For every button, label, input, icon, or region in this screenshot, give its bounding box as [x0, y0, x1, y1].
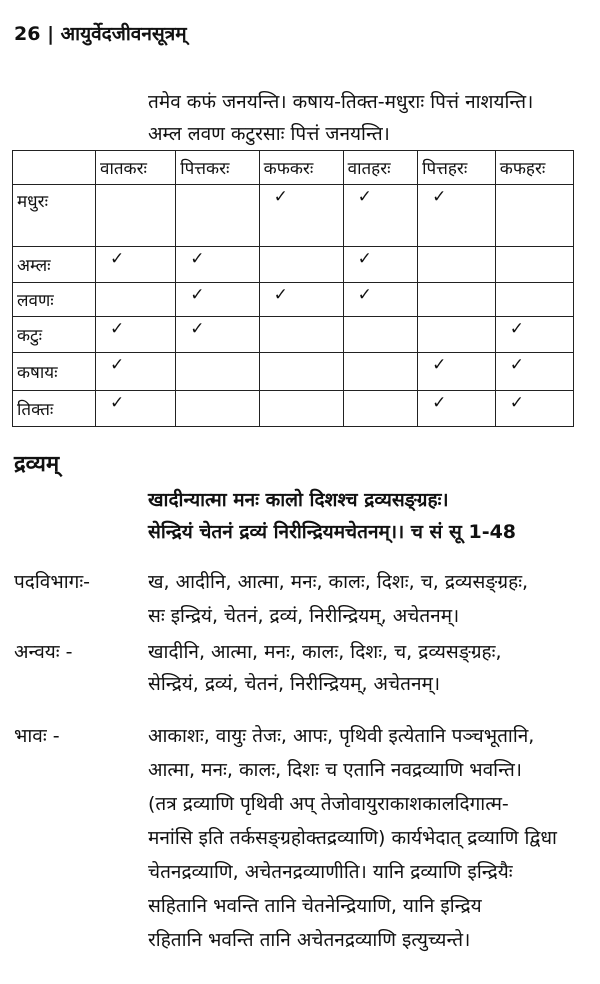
- table-row: [13, 185, 574, 247]
- verse-line-1: खादीन्यात्मा मनः कालो दिशश्च द्रव्यसङ्ग्रहः।: [148, 489, 449, 511]
- bhava-line: आकाशः, वायुः तेजः, आपः, पृथिवी इत्येतानि पञ्चभूतानि,: [148, 725, 535, 747]
- table-cell: [343, 317, 417, 353]
- header-separator: |: [47, 23, 55, 45]
- row-label: लवणः: [13, 283, 96, 317]
- bhava-line: रहितानि भवन्ति तानि अचेतनद्रव्याणि इत्युच्यन्ते।: [148, 929, 471, 951]
- table-cell: [343, 353, 417, 391]
- table-cell: [418, 317, 496, 353]
- table-cell: ✓: [96, 391, 176, 427]
- anvaya-line: खादीनि, आत्मा, मनः, कालः, दिशः, च, द्रव्यसङ्ग्रहः,: [148, 641, 502, 663]
- table-cell: ✓: [259, 185, 343, 247]
- table-cell: [495, 185, 573, 247]
- padavibhaga-line: सः इन्द्रियं, चेतनं, द्रव्यं, निरीन्द्रियम्, अचेतनम्।: [148, 605, 460, 627]
- table-row: [13, 283, 574, 317]
- table-cell: ✓: [176, 247, 259, 283]
- table-cell: [259, 391, 343, 427]
- verse-line-2: सेन्द्रियं चेतनं द्रव्यं निरीन्द्रियमचेतनम्।। च सं सू 1-48: [148, 521, 517, 543]
- table-cell: [418, 247, 496, 283]
- table-cell: [343, 391, 417, 427]
- anvaya-line: सेन्द्रियं, द्रव्यं, चेतनं, निरीन्द्रियम्, अचेतनम्।: [148, 673, 441, 695]
- table-header-cell: कफकरः: [259, 151, 343, 185]
- bhava-label: भावः -: [14, 725, 60, 747]
- table-header-cell: पित्तहरः: [418, 151, 496, 185]
- table-cell: [96, 185, 176, 247]
- table-cell: ✓: [495, 317, 573, 353]
- table-row: [13, 247, 574, 283]
- table-header-cell: [13, 151, 96, 185]
- table-row: [13, 391, 574, 427]
- row-label: कषायः: [13, 353, 96, 391]
- table-cell: [259, 317, 343, 353]
- table-cell: ✓: [418, 185, 496, 247]
- page-header: [14, 20, 187, 46]
- table-header-cell: पित्तकरः: [176, 151, 259, 185]
- table-cell: [176, 353, 259, 391]
- table-cell: ✓: [495, 391, 573, 427]
- table-cell: ✓: [418, 353, 496, 391]
- table-cell: ✓: [96, 317, 176, 353]
- bhava-line: चेतनद्रव्याणि, अचेतनद्रव्याणीति। यानि द्रव्याणि इन्द्रियैः: [148, 861, 513, 883]
- anvaya-label: अन्वयः -: [14, 641, 73, 663]
- table-cell: [176, 185, 259, 247]
- table-cell: [96, 283, 176, 317]
- book-title: आयुर्वेदजीवनसूत्रम्: [60, 23, 187, 45]
- table-cell: [259, 353, 343, 391]
- table-row: [13, 317, 574, 353]
- rasa-dosha-table: [12, 150, 574, 427]
- table-cell: [259, 247, 343, 283]
- table-cell: ✓: [495, 353, 573, 391]
- table-row: [13, 353, 574, 391]
- table-cell: ✓: [96, 353, 176, 391]
- table-cell: ✓: [343, 185, 417, 247]
- bhava-line: (तत्र द्रव्याणि पृथिवी अप् तेजोवायुराकाशकालदिगात्म-: [148, 793, 509, 815]
- bhava-line: मनांसि इति तर्कसङ्ग्रहोक्तद्रव्याणि) कार्यभेदात् द्रव्याणि द्विधा: [148, 827, 557, 849]
- table-cell: ✓: [176, 317, 259, 353]
- table-header-cell: कफहरः: [495, 151, 573, 185]
- page-number: 26: [14, 23, 41, 45]
- table-cell: ✓: [343, 247, 417, 283]
- row-label: कटुः: [13, 317, 96, 353]
- table-cell: ✓: [259, 283, 343, 317]
- table-header-row: [13, 151, 574, 185]
- table-cell: [495, 283, 573, 317]
- table-cell: ✓: [343, 283, 417, 317]
- table-cell: [176, 391, 259, 427]
- table-cell: ✓: [418, 391, 496, 427]
- row-label: मधुरः: [13, 185, 96, 247]
- intro-line-2: अम्ल लवण कटुरसाः पित्तं जनयन्ति।: [148, 123, 390, 145]
- padavibhaga-line: ख, आदीनि, आत्मा, मनः, कालः, दिशः, च, द्रव्यसङ्ग्रहः,: [148, 571, 529, 593]
- table-cell: [495, 247, 573, 283]
- table-cell: ✓: [176, 283, 259, 317]
- padavibhaga-label: पदविभागः-: [14, 571, 91, 593]
- section-title: द्रव्यम्: [14, 452, 60, 477]
- table-header-cell: वातकरः: [96, 151, 176, 185]
- bhava-line: सहितानि भवन्ति तानि चेतनेन्द्रियाणि, यानि इन्द्रिय: [148, 895, 482, 917]
- table-header-cell: वातहरः: [343, 151, 417, 185]
- table-cell: ✓: [96, 247, 176, 283]
- intro-line-1: तमेव कफं जनयन्ति। कषाय-तिक्त-मधुराः पित्तं नाशयन्ति।: [148, 91, 534, 113]
- row-label: तिक्तः: [13, 391, 96, 427]
- table-cell: [418, 283, 496, 317]
- bhava-line: आत्मा, मनः, कालः, दिशः च एतानि नवद्रव्याणि भवन्ति।: [148, 759, 522, 781]
- row-label: अम्लः: [13, 247, 96, 283]
